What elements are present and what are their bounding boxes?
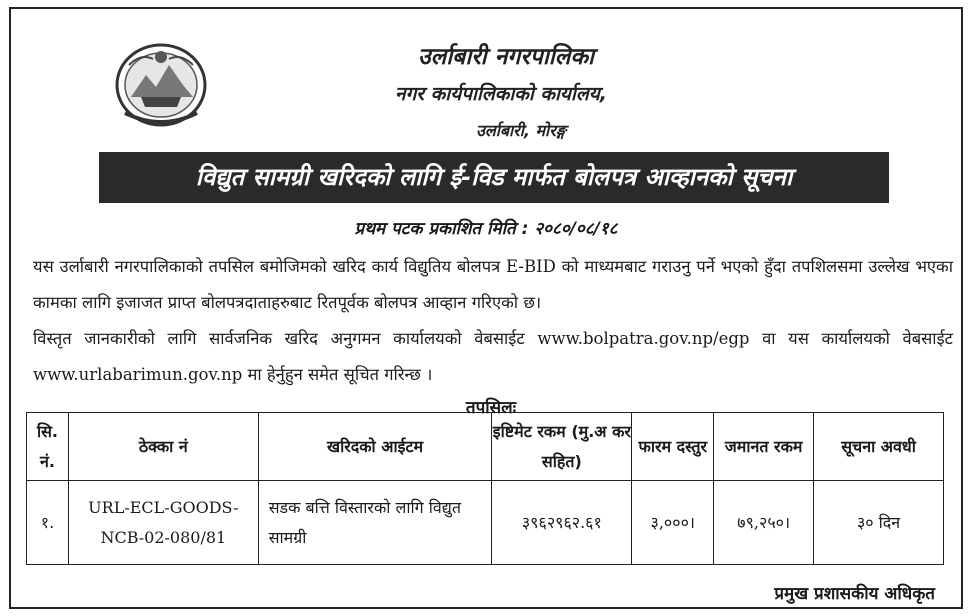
cell-form-fee: ३,०००। bbox=[632, 481, 714, 565]
col-header-notice-period: सूचना अवधी bbox=[814, 413, 944, 481]
notice-title-banner: विद्युत सामग्री खरिदको लागि ई-विड मार्फत बोलपत्र आव्हानको सूचना bbox=[99, 152, 889, 203]
office-name: नगर कार्यपालिकाको कार्यालय, bbox=[395, 83, 607, 105]
cell-security: ७९,२५०। bbox=[714, 481, 814, 565]
body-paragraph-2: विस्तृत जानकारीको लागि सार्वजनिक खरिद अनुगमन कार्यालयको वेबसाईट www.bolpatra.gov.np/egp वा यस कार्यालयको वेबसाईट www.urlabarimun.gov.np मा हेर्नुहुन समेत सूचित गरिन्छ । bbox=[33, 329, 953, 384]
first-published-date: प्रथम पटक प्रकाशित मिति : २०८०/०८/१८ bbox=[354, 219, 618, 239]
cell-notice-period: ३० दिन bbox=[814, 481, 944, 565]
col-header-security: जमानत रकम bbox=[714, 413, 814, 481]
col-header-estimate: इष्टिमेट रकम (मु.अ कर सहित) bbox=[492, 413, 632, 481]
notice-body bbox=[33, 249, 953, 393]
cell-sn: १. bbox=[27, 481, 69, 565]
body-paragraph-1: यस उर्लाबारी नगरपालिकाको तपसिल बमोजिमको खरिद कार्य विद्युतिय बोलपत्र E-BID को माध्यमबाट गराउनु पर्ने भएको हुँदा तपशिलसमा उल्लेख भएका कामका लागि इजाजत प्राप्त बोलपत्रदाताहरुबाट रितपूर्वक बोलपत्र आव्हान गरिएको छ। bbox=[33, 257, 953, 312]
col-header-contract-no: ठेक्का नं bbox=[68, 413, 258, 481]
table-header-row bbox=[27, 413, 944, 481]
signature-title: प्रमुख प्रशासकीय अधिकृत bbox=[774, 584, 935, 604]
col-header-form-fee: फारम दस्तुर bbox=[632, 413, 714, 481]
schedule-label: तपसिलः bbox=[465, 398, 517, 418]
municipality-name: उर्लाबारी नगरपालिका bbox=[418, 44, 594, 70]
cell-contract-no: URL-ECL-GOODS-NCB-02-080/81 bbox=[68, 481, 258, 565]
cell-estimate: ३९६२९६२.६१ bbox=[492, 481, 632, 565]
schedule-table bbox=[26, 412, 944, 565]
col-header-sn: सि. नं. bbox=[27, 413, 69, 481]
table-row bbox=[27, 481, 944, 565]
office-address: उर्लाबारी, मोरङ्ग bbox=[476, 121, 566, 140]
col-header-item: खरिदको आईटम bbox=[258, 413, 492, 481]
cell-item: सडक बत्ति विस्तारको लागि विद्युत सामग्री bbox=[258, 481, 492, 565]
